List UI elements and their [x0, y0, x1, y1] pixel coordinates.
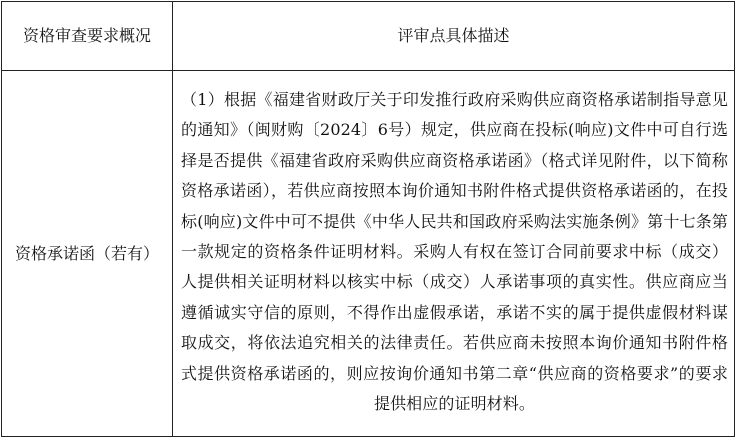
header-cell-requirement	[2, 2, 173, 71]
row-description-cell	[173, 71, 735, 437]
header-requirement-label: 资格审查要求概况	[22, 26, 151, 45]
header-description-label: 评审点具体描述	[397, 26, 510, 45]
requirements-table	[1, 1, 735, 437]
table-row	[2, 71, 735, 437]
table-header-row	[2, 2, 735, 71]
row-label: 资格承诺函（若有）	[14, 244, 159, 263]
row-label-cell	[2, 71, 173, 437]
header-cell-description	[173, 2, 735, 71]
row-description-text: （1）根据《福建省财政厅关于印发推行政府采购供应商资格承诺制指导意见的通知》（闽财购〔2024〕6号）规定，供应商在投标(响应)文件中可自行选择是否提供《福建省政府采购供应商资格承诺函》（格式详见附件，以下简称资格承诺函），若供应商按照本询价通知书附件格式提供资格承诺函的，在投标(响应)文件中可不提供《中华人民共和国政府采购法实施条例》第十七条第一款规定的资格条件证明材料。采购人有权在签订合同前要求中标（成交）人提供相关证明材料以核实中标（成交）人承诺事项的真实性。供应商应当遵循诚实守信的原则，不得作出虚假承诺，承诺不实的属于提供虚假材料谋取成交，将依法追究相关的法律责任。若供应商未按照本询价通知书附件格式提供资格承诺函的，则应按询价通知书第二章“供应商的资格要求”的要求提供相应的证明材料。	[181, 90, 728, 414]
